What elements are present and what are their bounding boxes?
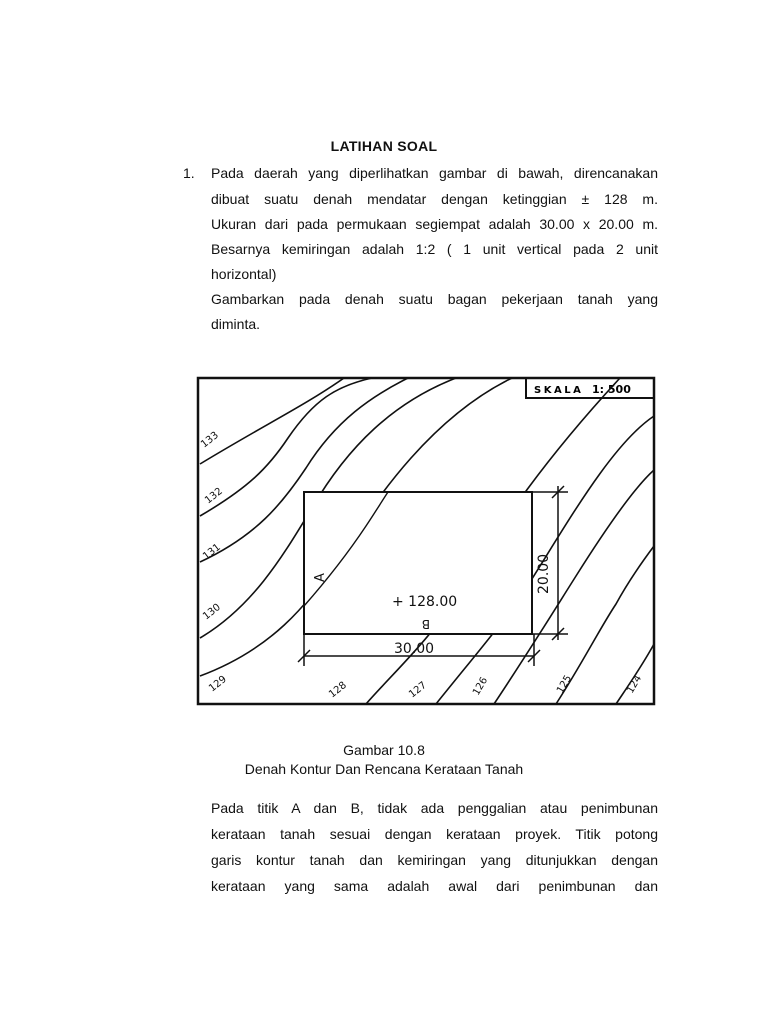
- planned-platform: [304, 492, 532, 634]
- height-dimension-label: 20.00: [536, 553, 552, 594]
- question-line-7: diminta.: [211, 316, 261, 332]
- question-number: 1.: [183, 165, 195, 181]
- figure-caption-number: Gambar 10.8: [343, 742, 425, 758]
- contour-map-figure: [196, 376, 658, 713]
- corner-mark-a: A: [313, 573, 328, 582]
- corner-mark-b: B: [421, 617, 430, 631]
- figure-caption-title: Denah Kontur Dan Rencana Kerataan Tanah: [244, 761, 524, 777]
- paragraph-line-3: garis kontur tanah dan kemiringan yang ditunjukkan dengan: [211, 852, 658, 868]
- contour-label-133: 133: [199, 429, 221, 451]
- contour-label-132: 132: [203, 485, 225, 507]
- scale-label: SKALA: [534, 385, 584, 396]
- question-line-2: dibuat suatu denah mendatar dengan ketinggian ± 128 m.: [211, 191, 658, 207]
- question-line-5: horizontal): [211, 266, 277, 282]
- contour-label-131: 131: [201, 541, 223, 563]
- contour-label-127: 127: [407, 679, 429, 701]
- contour-label-128: 128: [327, 679, 349, 701]
- contour-133: [200, 378, 344, 464]
- contour-label-126: 126: [471, 675, 491, 698]
- question-line-3: Ukuran dari pada permukaan segiempat adalah 30.00 x 20.00 m.: [211, 216, 658, 232]
- paragraph-line-4: kerataan yang sama adalah awal dari penimbunan dan: [211, 878, 658, 894]
- paragraph-line-2: kerataan tanah sesuai dengan kerataan proyek. Titik potong: [211, 826, 658, 842]
- question-line-1: Pada daerah yang diperlihatkan gambar di bawah, direncanakan: [211, 165, 658, 181]
- scale-value: 1: 500: [592, 383, 631, 396]
- paragraph-line-1: Pada titik A dan B, tidak ada penggalian atau penimbunan: [211, 800, 658, 816]
- contour-label-129: 129: [207, 673, 229, 695]
- page-title: LATIHAN SOAL: [330, 138, 438, 154]
- question-line-4: Besarnya kemiringan adalah 1:2 ( 1 unit vertical pada 2 unit: [211, 241, 658, 257]
- contour-label-125: 125: [555, 673, 575, 696]
- platform-elevation: + 128.00: [392, 594, 458, 610]
- width-dimension-label: 30.00: [394, 641, 435, 657]
- contour-label-130: 130: [201, 601, 223, 623]
- contour-label-124: 124: [625, 673, 645, 696]
- question-line-6: Gambarkan pada denah suatu bagan pekerjaan tanah yang: [211, 291, 658, 307]
